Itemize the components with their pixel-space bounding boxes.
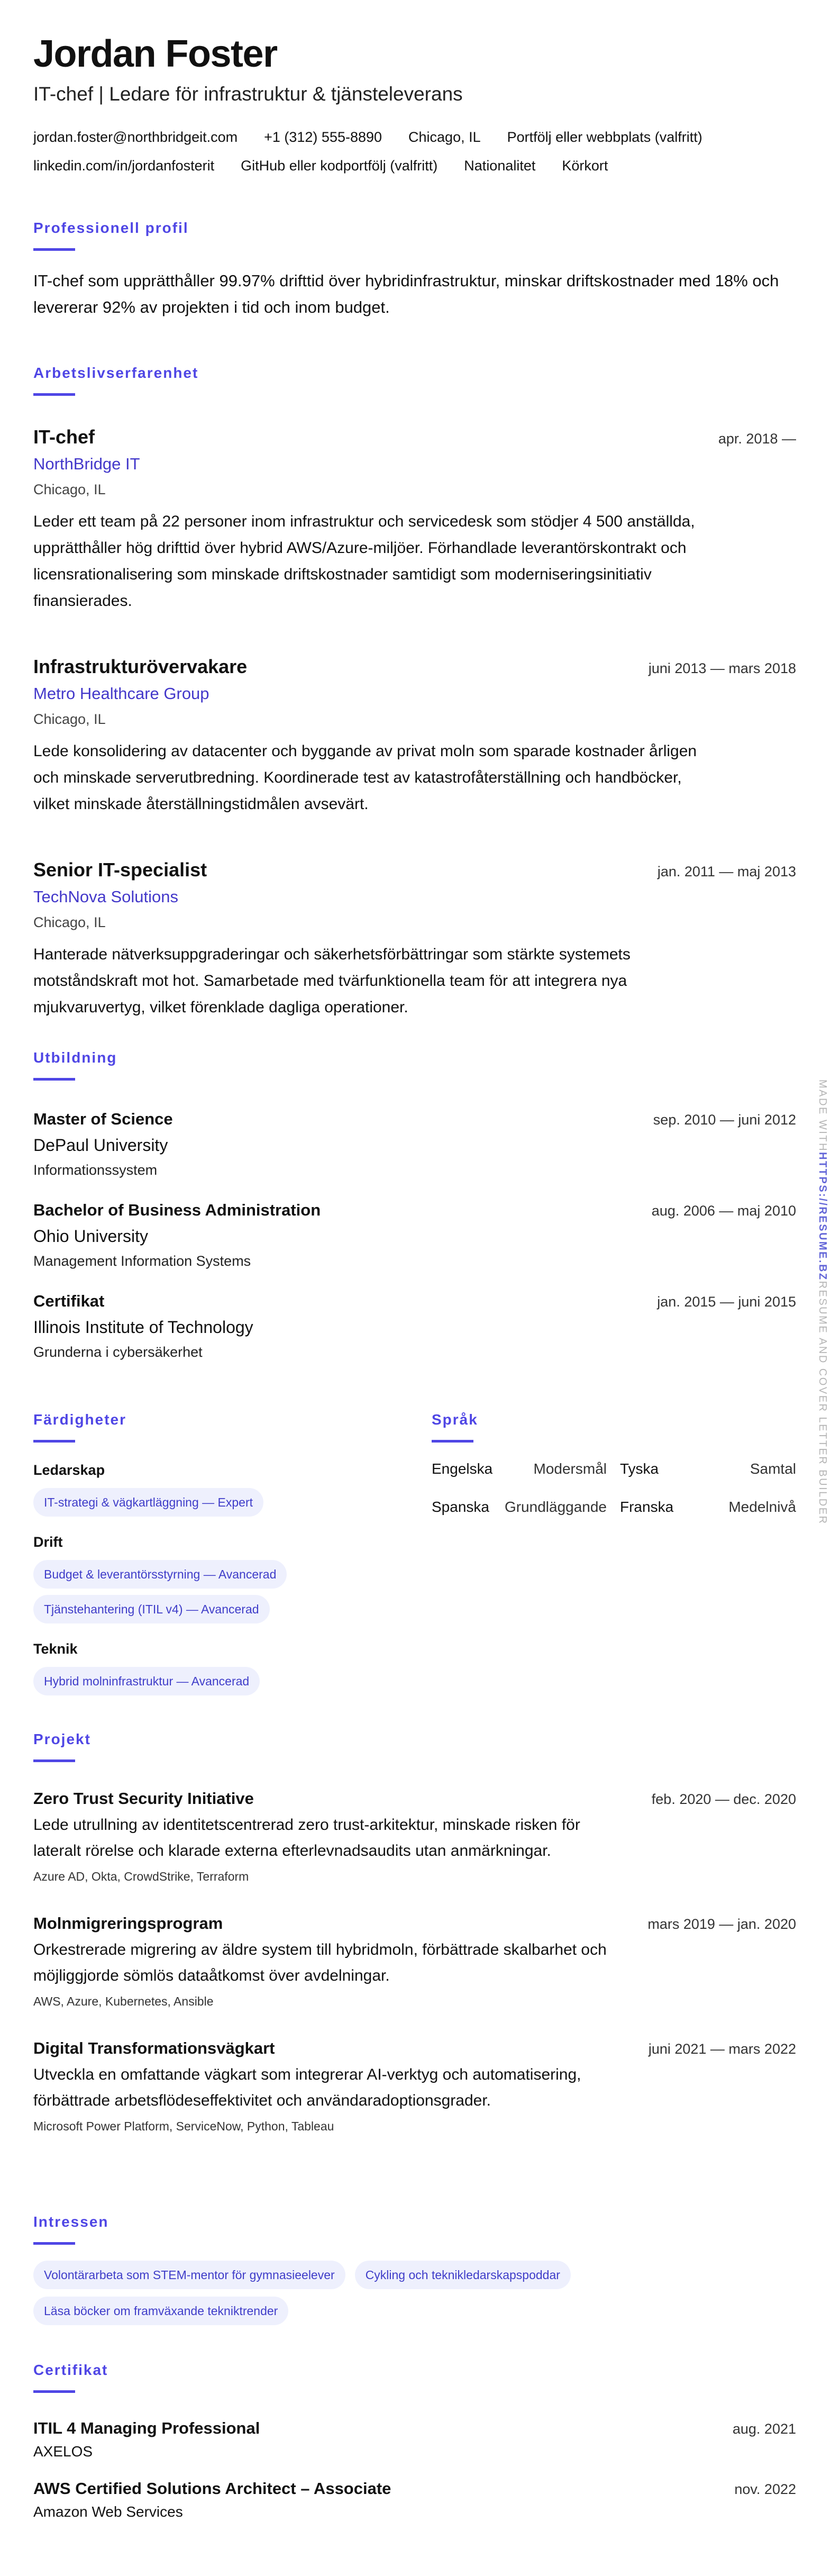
certificate-title: ITIL 4 Managing Professional — [33, 2419, 260, 2437]
section-heading: Färdigheter — [33, 1411, 127, 1428]
education-date: sep. 2010 — juni 2012 — [653, 1112, 796, 1128]
section-underline — [33, 1759, 75, 1762]
section-underline — [33, 393, 75, 396]
job-company: NorthBridge IT — [33, 455, 140, 473]
interests-section — [33, 2213, 796, 2341]
language-item — [620, 1461, 796, 1477]
language-name: Franska — [620, 1499, 674, 1515]
language-level: Grundläggande — [504, 1499, 607, 1515]
job-description: Lede konsolidering av datacenter och byggande av privat moln som sparade kostnader årligen och minskade serverutbredning. Koordinerade test av katastrofåterställning och handböcker, vilket minskade återställningstidmålen avsevärt. — [33, 742, 697, 813]
section-heading: Arbetslivserfarenhet — [33, 365, 199, 381]
contact-location: Chicago, IL — [408, 129, 481, 145]
section-heading: Språk — [432, 1411, 478, 1428]
project-entry — [33, 1788, 796, 1885]
project-tags: AWS, Azure, Kubernetes, Ansible — [33, 1994, 214, 2008]
job-location: Chicago, IL — [33, 482, 106, 497]
skill-category: Drift — [33, 1534, 63, 1550]
language-level: Samtal — [750, 1461, 796, 1477]
project-tags: Azure AD, Okta, CrowdStrike, Terraform — [33, 1870, 249, 1883]
project-entry — [33, 2037, 796, 2135]
certificate-entry — [33, 2478, 796, 2522]
field-of-study: Grunderna i cybersäkerhet — [33, 1344, 203, 1360]
languages-section — [432, 1411, 796, 1516]
contact-nationality: Nationalitet — [464, 158, 536, 174]
contact-linkedin[interactable]: linkedin.com/in/jordanfosterit — [33, 158, 215, 174]
job-company: Metro Healthcare Group — [33, 684, 209, 703]
certificates-section — [33, 2361, 796, 2538]
language-name: Tyska — [620, 1461, 659, 1477]
project-description: Lede utrullning av identitetscentrerad zero trust-arkitektur, minskade risken för lateralt rörelse och klarade externa efterlevnadsaudits utan anmärkningar. — [33, 1816, 580, 1860]
skill-chip: Tjänstehantering (ITIL v4) — Avancerad — [33, 1595, 270, 1623]
field-of-study: Informationssystem — [33, 1162, 158, 1178]
resume-header — [33, 33, 796, 175]
certificate-title: AWS Certified Solutions Architect – Associate — [33, 2479, 391, 2498]
education-date: aug. 2006 — maj 2010 — [651, 1203, 796, 1219]
project-entry — [33, 1912, 796, 2010]
field-of-study: Management Information Systems — [33, 1253, 251, 1269]
section-underline — [33, 248, 75, 251]
certificate-date: aug. 2021 — [732, 2421, 796, 2437]
school: Ohio University — [33, 1227, 148, 1246]
education-entry — [33, 1108, 796, 1180]
degree: Certifikat — [33, 1292, 105, 1310]
job-description: Leder ett team på 22 personer inom infrastruktur och servicedesk som stödjer 4 500 anställda, upprätthåller hög drifttid över hybrid AWS/Azure-miljöer. Förhandlade leverantörskontrakt och licensrationalisering som minskade driftskostnader samtidigt som moderniseringsinitiativ finansierades. — [33, 513, 695, 610]
job-entry — [33, 858, 796, 1021]
school: Illinois Institute of Technology — [33, 1318, 253, 1337]
contact-license: Körkort — [562, 158, 608, 174]
job-location: Chicago, IL — [33, 711, 106, 727]
builder-watermark — [816, 1080, 828, 1525]
language-item — [432, 1499, 607, 1516]
skill-chip: Budget & leverantörsstyrning — Avancerad — [33, 1560, 287, 1589]
language-level: Medelnivå — [728, 1499, 796, 1515]
job-entry — [33, 425, 796, 614]
watermark-prefix: MADE WITH — [817, 1080, 828, 1152]
job-entry — [33, 655, 796, 818]
project-title: Zero Trust Security Initiative — [33, 1789, 254, 1808]
interest-chip: Volontärarbeta som STEM-mentor för gymnasieelever — [33, 2261, 345, 2289]
job-location: Chicago, IL — [33, 914, 106, 930]
contact-portfolio[interactable]: Portfölj eller webbplats (valfritt) — [507, 129, 702, 145]
education-entry — [33, 1199, 796, 1271]
contact-list — [33, 128, 784, 175]
job-description: Hanterade nätverksuppgraderingar och säkerhetsförbättringar som stärkte systemets motståndskraft mot hot. Samarbetade med tvärfunktionella team för att integrera nya mjukvaruvertyg, vilket förenklade dagliga operationer. — [33, 946, 631, 1016]
language-item — [432, 1461, 607, 1477]
language-level: Modersmål — [533, 1461, 607, 1477]
skill-chip: Hybrid molninfrastruktur — Avancerad — [33, 1667, 260, 1695]
certificate-entry — [33, 2417, 796, 2462]
section-underline — [33, 1078, 75, 1081]
project-date: feb. 2020 — dec. 2020 — [651, 1791, 796, 1807]
contact-email[interactable]: jordan.foster@northbridgeit.com — [33, 129, 238, 145]
candidate-name: Jordan Foster — [33, 33, 277, 75]
job-title: Senior IT-specialist — [33, 859, 207, 881]
candidate-subtitle: IT-chef | Ledare för infrastruktur & tjänsteleverans — [33, 83, 463, 105]
watermark-link[interactable]: HTTPS://RESUME.BZ — [817, 1151, 828, 1281]
language-name: Engelska — [432, 1461, 493, 1477]
job-company: TechNova Solutions — [33, 887, 178, 906]
project-date: juni 2021 — mars 2022 — [648, 2041, 796, 2057]
certificate-date: nov. 2022 — [734, 2481, 796, 2497]
job-date: jan. 2011 — maj 2013 — [657, 864, 796, 879]
certificate-issuer: Amazon Web Services — [33, 2504, 183, 2520]
education-section — [33, 1049, 796, 1381]
job-date: juni 2013 — mars 2018 — [648, 660, 796, 676]
projects-section — [33, 1730, 796, 2162]
project-description: Orkestrerade migrering av äldre system till hybridmoln, förbättrade skalbarhet och möjliggjorde sömlös dataåtkomst över avdelningar. — [33, 1941, 607, 1984]
skills-section — [33, 1411, 414, 1711]
section-heading: Intressen — [33, 2214, 109, 2230]
section-heading: Professionell profil — [33, 220, 189, 236]
section-heading: Certifikat — [33, 2362, 108, 2378]
education-date: jan. 2015 — juni 2015 — [657, 1294, 796, 1310]
project-description: Utveckla en omfattande vägkart som integrerar AI-verktyg och automatisering, förbättrade arbetsflödeseffektivitet och användaradoptionsgrader. — [33, 2066, 581, 2109]
experience-section — [33, 364, 796, 1061]
skill-chip: IT-strategi & vägkartläggning — Expert — [33, 1488, 263, 1517]
contact-phone: +1 (312) 555-8890 — [264, 129, 382, 145]
skill-category: Teknik — [33, 1641, 78, 1657]
language-name: Spanska — [432, 1499, 489, 1515]
project-date: mars 2019 — jan. 2020 — [647, 1916, 796, 1932]
project-title: Molnmigreringsprogram — [33, 1914, 223, 1933]
profile-section — [33, 219, 796, 321]
certificate-issuer: AXELOS — [33, 2443, 93, 2460]
school: DePaul University — [33, 1136, 168, 1155]
watermark-suffix: RESUME AND COVER LETTER BUILDER — [817, 1281, 828, 1525]
degree: Master of Science — [33, 1110, 173, 1128]
section-underline — [33, 2242, 75, 2245]
job-title: IT-chef — [33, 426, 95, 448]
contact-github[interactable]: GitHub eller kodportfölj (valfritt) — [241, 158, 438, 174]
section-underline — [33, 1440, 75, 1443]
interest-chip: Läsa böcker om framväxande tekniktrender — [33, 2297, 288, 2325]
education-entry — [33, 1290, 796, 1362]
project-tags: Microsoft Power Platform, ServiceNow, Python, Tableau — [33, 2119, 334, 2133]
project-title: Digital Transformationsvägkart — [33, 2039, 275, 2057]
section-heading: Utbildning — [33, 1049, 117, 1066]
interest-chip: Cykling och teknikledarskapspoddar — [355, 2261, 571, 2289]
section-heading: Projekt — [33, 1731, 91, 1747]
section-underline — [432, 1440, 473, 1443]
language-item — [620, 1499, 796, 1516]
skill-category: Ledarskap — [33, 1462, 105, 1478]
job-date: apr. 2018 — — [718, 431, 796, 447]
degree: Bachelor of Business Administration — [33, 1201, 321, 1219]
job-title: Infrastrukturövervakare — [33, 656, 248, 677]
section-underline — [33, 2390, 75, 2393]
profile-text: IT-chef som upprätthåller 99.97% drifttid över hybridinfrastruktur, minskar driftskostnader med 18% och levererar 92% av projekten i tid och inom budget. — [33, 271, 779, 316]
